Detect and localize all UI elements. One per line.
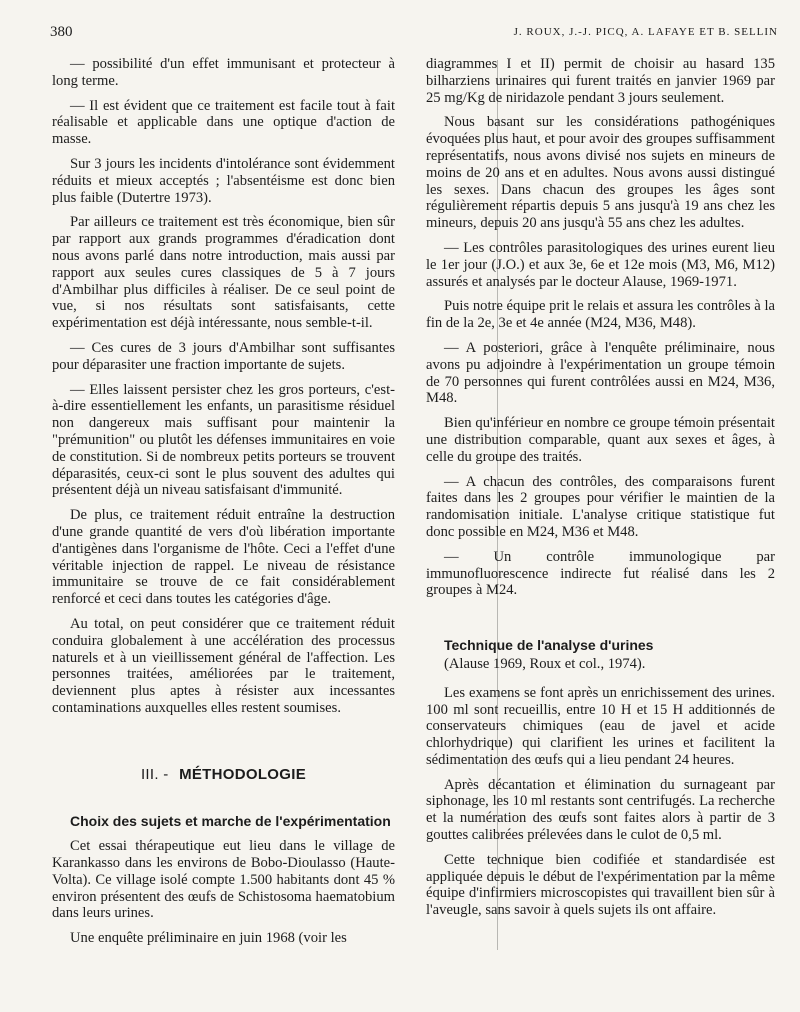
paragraph: Bien qu'inférieur en nombre ce groupe témoin présentait une distribution comparable, quant aux sexes et âges, à celle du groupe des traités. [426,415,775,465]
section-number: III. - [140,765,169,783]
section-heading [52,767,395,784]
paragraph: — A posteriori, grâce à l'enquête préliminaire, nous avons pu adjoindre à l'expérimentation un groupe témoin de 70 personnes qui furent contrôlées aussi en M24, M36, M48. [426,339,775,407]
subsection-heading: Technique de l'analyse d'urines [444,637,654,654]
paragraph: Au total, on peut considérer que ce traitement réduit conduira globalement à une accélération des processus naturels et à un vieillissement général de l'affection. Les personnes traitées, améliorées par le traitement, deviennent plus aptes à résister aux incessantes contaminations auxquelles elles restent soumises. [52,615,395,716]
paragraph: — Il est évident que ce traitement est facile tout à fait réalisable et applicable dans une optique d'action de masse. [52,97,395,148]
paragraph: Cette technique bien codifiée et standardisée est appliquée depuis le début de l'expérimentation par la même équipe d'infirmiers microscopistes qui travaillent bien sûr à l'aveugle, sans savoir à quels sujets ils ont affaire. [426,851,775,919]
right-column [426,56,775,927]
paragraph: Après décantation et élimination du surnageant par siphonage, les 10 ml restants sont centrifugés. La recherche et la numération des œufs sont faites alors à partir de 3 gouttes calibrées prélevées dans le culot de 0,5 ml. [426,776,775,844]
paragraph: — Les contrôles parasitologiques des urines eurent lieu le 1er jour (J.O.) et aux 3e, 6e et 12e mois (M3, M6, M12) assurés et analysés par le docteur Alause, 1969-1971. [426,239,775,290]
paragraph: — possibilité d'un effet immunisant et protecteur à long terme. [52,56,395,89]
paragraph: Sur 3 jours les incidents d'intolérance sont évidemment réduits et mieux acceptés ; l'absentéisme est donc bien plus faible (Dutertre 1973). [52,155,395,206]
reference-line: (Alause 1969, Roux et col., 1974). [444,655,646,672]
paragraph: — A chacun des contrôles, des comparaisons furent faites dans les 2 groupes pour vérifier le maintien de la randomisation initiale. L'analyse critique statistique fut donc possible en M24, M36 et M48. [426,473,775,540]
paragraph: — Elles laissent persister chez les gros porteurs, c'est-à-dire essentiellement les enfants, un parasitisme résiduel non dangereux mais suffisant pour maintenir la "prémunition" ou plutôt les défenses immunitaires en voie de constitution. Si de nombreux petits porteurs se trouvent déparasités, ceux-ci sont le plus souvent des adultes qui présentent déjà un niveau satisfaisant d'immunité. [52,381,395,499]
running-head: J. ROUX, J.-J. PICQ, A. LAFAYE ET B. SELLIN [513,26,778,38]
paragraph: diagrammes I et II) permit de choisir au hasard 135 bilharziens urinaires qui furent traités en janvier 1969 par 25 mg/Kg de niridazole pendant 3 jours seulement. [426,56,775,106]
left-column [52,56,395,955]
section-title: MÉTHODOLOGIE [179,765,307,783]
page-header [50,24,778,44]
paragraph: Les examens se font après un enrichissement des urines. 100 ml sont recueillis, entre 10 H et 15 H additionnés de conservateurs chimiques (eau de javel et acide chlorhydrique) qui clarifient les urines et facilitent la sédimentation des œufs qui a lieu pendant 24 heures. [426,684,775,768]
paragraph: Cet essai thérapeutique eut lieu dans le village de Karankasso dans les environs de Bobo-Dioulasso (Haute-Volta). Ce village isolé compte 1.500 habitants dont 45 % environ présentent des œufs de Schistosoma haematobium dans leurs urines. [52,838,395,922]
paragraph: Par ailleurs ce traitement est très économique, bien sûr par rapport aux grands programmes d'éradication dont nous avons parlé dans notre introduction, mais aussi par rapport aux seules cures classiques de 5 à 7 jours d'Ambilhar plus difficiles à réaliser. De ce seul point de vue, si nos résultats sont satisfaisants, cette expérimentation est déjà intéressante, nous semble-t-il. [52,214,395,332]
paragraph: Une enquête préliminaire en juin 1968 (voir les [70,930,347,947]
subsection-heading: Choix des sujets et marche de l'expérimentation [70,813,391,830]
paragraph: — Ces cures de 3 jours d'Ambilhar sont suffisantes pour déparasiter une fraction importante de sujets. [52,339,395,373]
paragraph: Puis notre équipe prit le relais et assura les contrôles à la fin de la 2e, 3e et 4e année (M24, M36, M48). [426,298,775,332]
paragraph: — Un contrôle immunologique par immunofluorescence indirecte fut réalisé dans les 2 groupes à M24. [426,548,775,599]
paragraph: Nous basant sur les considérations pathogéniques évoquées plus haut, et pour avoir des groupes suffisamment représentatifs, nous avons divisé nos sujets en mineurs de moins de 20 ans et en adultes. Nous avons aussi distingué les sexes. Dans chacun des groupes les âges sont régulièrement répartis depuis 5 ans jusqu'à 19 ans chez les mineurs, depuis 20 ans jusqu'à 55 ans chez les adultes. [426,114,775,232]
page-number: 380 [50,24,73,40]
paragraph: De plus, ce traitement réduit entraîne la destruction d'une grande quantité de vers d'où libération importante d'antigènes dans l'organisme de l'hôte. Ceci a l'effet d'une véritable injection de rappel. Le niveau de résistance immunitaire se trouve de ce fait considérablement renforcé et ceci dans toutes les catégories d'âge. [52,507,395,608]
